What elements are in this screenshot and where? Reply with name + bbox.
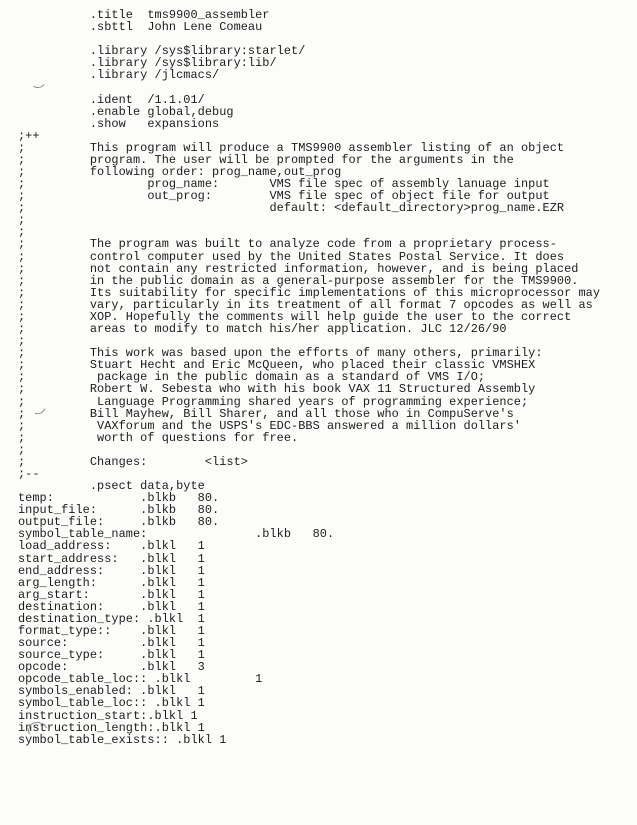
listing-line (18, 81, 600, 93)
listing-line: .library /sys$library:starlet/ (18, 44, 306, 59)
listing-line: ; (18, 225, 26, 240)
listing-line: ; vary, particularly in its treatment of all format 7 opcodes as well as (18, 297, 593, 312)
listing-line: arg_start: .blkl 1 (18, 587, 205, 602)
listing-line: source: .blkl 1 (18, 636, 205, 651)
listing-line: ; Its suitability for specific implementations of this microprocessor may (18, 285, 601, 300)
listing-line: temp: .blkb 80. (18, 491, 220, 506)
listing-line: .title tms9900_assembler (18, 8, 270, 22)
listing-line: ; worth of questions for free. (18, 430, 299, 445)
listing-line: ; This program will produce a TMS9900 assembler listing of an object (18, 140, 565, 155)
listing-line: symbol_table_exists:: .blkl 1 (18, 732, 227, 747)
listing-line: load_address: .blkl 1 (18, 539, 205, 554)
listing-line: end_address: .blkl 1 (18, 563, 205, 578)
listing-line: ; prog_name: VMS file spec of assembly lanuage input (18, 177, 550, 192)
listing-line: ; areas to modify to match his/her application. JLC 12/26/90 (18, 322, 507, 337)
listing-line: ; following order: prog_name,out_prog (18, 165, 342, 180)
listing-line: ; Language Programming shared years of programming experience; (18, 394, 529, 409)
listing-line: ; control computer used by the United States Postal Service. It does (18, 249, 565, 264)
listing-line: .ident /1.1.01/ (18, 92, 205, 107)
listing-line: destination: .blkl 1 (18, 599, 205, 614)
listing-line: .library /sys$library:lib/ (18, 56, 277, 71)
listing-line: ; (18, 442, 26, 457)
listing-line: ; XOP. Hopefully the comments will help guide the user to the correct (18, 309, 572, 324)
listing-line: ; in the public domain as a general-purpose assembler for the TMS9900. (18, 273, 579, 288)
listing-line: ; (18, 213, 26, 228)
listing-line: .sbttl John Lene Comeau (18, 20, 263, 35)
listing-line: ; out_prog: VMS file spec of object file for output (18, 189, 550, 204)
listing-line: arg_length: .blkl 1 (18, 575, 205, 590)
listing-line: symbol_table_name: .blkb 80. (18, 527, 335, 542)
listing-line: ;++ (18, 128, 40, 143)
listing-line: ;-- (18, 466, 40, 481)
listing-line: .enable global,debug (18, 104, 234, 119)
listing-line: ; (18, 334, 26, 349)
listing-line: source_type: .blkl 1 (18, 648, 205, 663)
listing-line: input_file: .blkb 80. (18, 503, 220, 518)
source-listing (18, 9, 600, 746)
listing-line: ; Stuart Hecht and Eric McQueen, who placed their classic VMSHEX (18, 358, 536, 373)
listing-line: format_type:: .blkl 1 (18, 623, 205, 638)
listing-line: destination_type: .blkl 1 (18, 611, 205, 626)
listing-line: ; This work was based upon the efforts of many others, primarily: (18, 346, 543, 361)
listing-line: ; package in the public domain as a standard of VMS I/O; (18, 370, 486, 385)
listing-line: opcode: .blkl 3 (18, 660, 205, 675)
listing-line: ; not contain any restricted information, however, and is being placed (18, 261, 579, 276)
listing-line: ; Bill Mayhew, Bill Sharer, and all those who in CompuServe's (18, 406, 514, 421)
listing-line: symbol_table_loc:: .blkl 1 (18, 696, 205, 711)
listing-line: ; VAXforum and the USPS's EDC-BBS answered a million dollars' (18, 418, 521, 433)
listing-line: ; Robert W. Sebesta who with his book VAX 11 Structured Assembly (18, 382, 536, 397)
listing-line: instruction_length:.blkl 1 (18, 720, 205, 735)
listing-line: output_file: .blkb 80. (18, 515, 220, 530)
listing-line: .library /jlcmacs/ (18, 68, 220, 83)
listing-line: ; default: <default_directory>prog_name.EZR (18, 201, 565, 216)
listing-line: instruction_start:.blkl 1 (18, 708, 198, 723)
listing-line: ; Changes: <list> (18, 454, 248, 469)
listing-line: .psect data,byte (18, 479, 205, 494)
listing-line: opcode_table_loc:: .blkl 1 (18, 672, 263, 687)
listing-line: symbols_enabled: .blkl 1 (18, 684, 205, 699)
listing-line: .show expansions (18, 116, 220, 131)
listing-line: ; program. The user will be prompted for the arguments in the (18, 152, 514, 167)
listing-line: start_address: .blkl 1 (18, 551, 205, 566)
listing-line: ; The program was built to analyze code from a proprietary process- (18, 237, 557, 252)
